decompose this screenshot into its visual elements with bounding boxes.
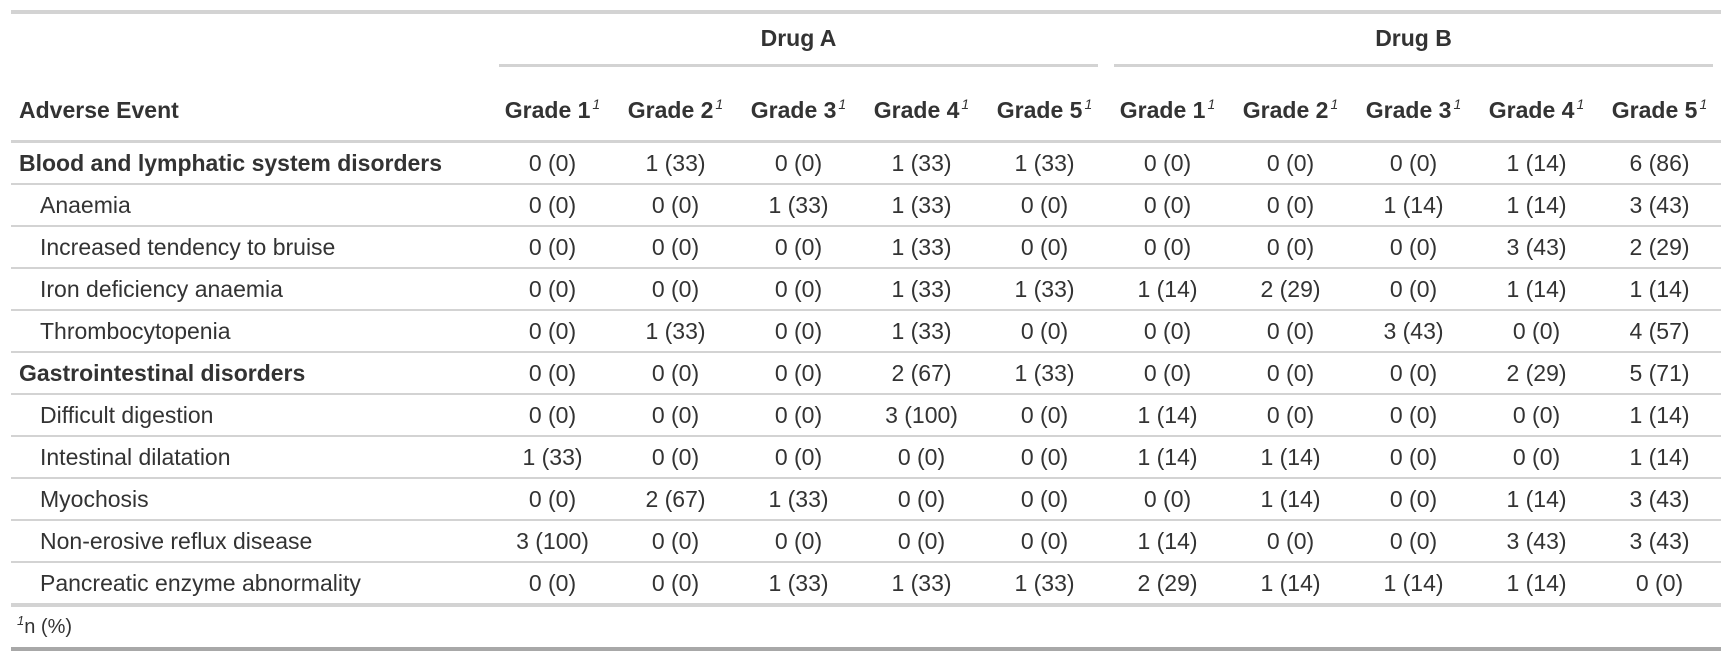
value-cell: 0 (0) — [737, 394, 860, 436]
value-cell: 0 (0) — [1475, 310, 1598, 352]
value-cell: 1 (14) — [1106, 268, 1229, 310]
table-row — [11, 394, 1721, 436]
value-cell: 0 (0) — [491, 184, 614, 226]
column-header-label: Grade 2 — [627, 96, 714, 123]
value-cell: 2 (29) — [1598, 226, 1721, 268]
value-cell: 0 (0) — [1352, 520, 1475, 562]
row-label: Iron deficiency anaemia — [11, 268, 491, 310]
value-cell: 1 (33) — [983, 352, 1106, 394]
value-cell: 1 (33) — [737, 478, 860, 520]
value-cell: 0 (0) — [1229, 394, 1352, 436]
spanner-drug-a-label: Drug A — [499, 25, 1098, 67]
value-cell: 0 (0) — [614, 394, 737, 436]
value-cell: 0 (0) — [614, 520, 737, 562]
value-cell: 0 (0) — [614, 352, 737, 394]
value-cell: 0 (0) — [737, 310, 860, 352]
row-label: Myochosis — [11, 478, 491, 520]
value-cell: 0 (0) — [614, 226, 737, 268]
value-cell: 0 (0) — [1106, 310, 1229, 352]
value-cell: 1 (14) — [1352, 184, 1475, 226]
value-cell: 0 (0) — [491, 394, 614, 436]
row-label: Non-erosive reflux disease — [11, 520, 491, 562]
footnote-ref-mark: 1 — [592, 95, 601, 112]
row-label: Difficult digestion — [11, 394, 491, 436]
value-cell: 1 (14) — [1475, 268, 1598, 310]
value-cell: 1 (33) — [860, 310, 983, 352]
column-header-label: Grade 4 — [873, 96, 960, 123]
value-cell: 6 (86) — [1629, 149, 1690, 176]
value-cell: 0 (0) — [1352, 478, 1475, 520]
value-cell: 1 (33) — [737, 562, 860, 605]
value-cell: 0 (0) — [1475, 394, 1598, 436]
footnote-cell — [11, 605, 1721, 649]
value-cell: 1 (14) — [1352, 562, 1475, 605]
column-header-drug-b-grade-4 — [1475, 74, 1598, 142]
value-cell: 0 (0) — [1229, 352, 1352, 394]
table-body — [11, 142, 1721, 606]
value-cell: 1 (14) — [1229, 478, 1352, 520]
value-cell: 0 (0) — [737, 352, 860, 394]
column-header-label: Grade 4 — [1488, 96, 1575, 123]
value-cell: 3 (43) — [1598, 478, 1721, 520]
value-cell: 0 (0) — [983, 520, 1106, 562]
value-cell: 0 (0) — [860, 520, 983, 562]
value-cell: 5 (71) — [1598, 352, 1721, 394]
value-cell: 1 (33) — [491, 436, 614, 478]
value-cell: 0 (0) — [1106, 184, 1229, 226]
value-cell: 1 (14) — [1475, 562, 1598, 605]
value-cell: 0 (0) — [1266, 149, 1315, 176]
value-cell: 2 (29) — [1229, 268, 1352, 310]
group-label: Blood and lymphatic system disorders — [19, 149, 443, 176]
value-cell: 1 (33) — [860, 268, 983, 310]
value-cell: 3 (43) — [1475, 520, 1598, 562]
table-row — [11, 478, 1721, 520]
row-label: Pancreatic enzyme abnormality — [11, 562, 491, 605]
adverse-event-table — [11, 10, 1721, 651]
value-cell: 2 (29) — [1106, 562, 1229, 605]
footnote-mark: 1 — [17, 612, 25, 628]
row-label: Intestinal dilatation — [11, 436, 491, 478]
footnote-ref-mark: 1 — [715, 95, 724, 112]
row-label: Increased tendency to bruise — [11, 226, 491, 268]
value-cell: 0 (0) — [774, 149, 823, 176]
column-header-drug-a-grade-5 — [983, 74, 1106, 142]
value-cell: 3 (100) — [491, 520, 614, 562]
spanner-header-row — [11, 12, 1721, 74]
value-cell: 1 (14) — [1598, 436, 1721, 478]
row-label: Anaemia — [11, 184, 491, 226]
value-cell: 1 (33) — [983, 268, 1106, 310]
spanner-drug-b-label: Drug B — [1114, 25, 1713, 67]
value-cell: 0 (0) — [614, 184, 737, 226]
value-cell: 1 (33) — [737, 184, 860, 226]
column-header-drug-a-grade-4 — [860, 74, 983, 142]
footnote-ref-mark: 1 — [1207, 95, 1216, 112]
value-cell: 0 (0) — [1229, 184, 1352, 226]
spanner-empty-cell — [11, 12, 491, 74]
footnote-text: n (%) — [24, 615, 73, 638]
value-cell: 0 (0) — [1598, 562, 1721, 605]
column-header-label: Grade 3 — [1365, 96, 1452, 123]
value-cell: 2 (29) — [1475, 352, 1598, 394]
group-row — [11, 142, 1721, 185]
value-cell: 0 (0) — [491, 478, 614, 520]
footnote-ref-mark: 1 — [1330, 95, 1339, 112]
value-cell: 0 (0) — [860, 436, 983, 478]
value-cell: 1 (14) — [1598, 268, 1721, 310]
value-cell: 0 (0) — [1352, 268, 1475, 310]
value-cell: 1 (14) — [1106, 394, 1229, 436]
value-cell: 0 (0) — [1352, 394, 1475, 436]
value-cell: 1 (33) — [983, 562, 1106, 605]
value-cell: 0 (0) — [1106, 226, 1229, 268]
value-cell: 0 (0) — [1475, 436, 1598, 478]
value-cell: 0 (0) — [737, 268, 860, 310]
spanner-drug-a — [491, 12, 1106, 74]
value-cell: 0 (0) — [1106, 478, 1229, 520]
value-cell: 3 (43) — [1352, 310, 1475, 352]
value-cell: 3 (43) — [1475, 226, 1598, 268]
column-header-label: Grade 1 — [504, 96, 591, 123]
table-row — [11, 562, 1721, 605]
value-cell: 0 (0) — [1352, 436, 1475, 478]
value-cell: 0 (0) — [983, 226, 1106, 268]
footnote-ref-mark: 1 — [1576, 95, 1585, 112]
value-cell: 0 (0) — [737, 436, 860, 478]
column-header-drug-a-grade-1 — [491, 74, 614, 142]
value-cell: 1 (14) — [1506, 149, 1567, 176]
value-cell: 0 (0) — [983, 436, 1106, 478]
column-header-drug-a-grade-3 — [737, 74, 860, 142]
footnote-row — [11, 605, 1721, 649]
value-cell: 0 (0) — [983, 478, 1106, 520]
value-cell: 1 (14) — [1475, 478, 1598, 520]
value-cell: 0 (0) — [983, 394, 1106, 436]
value-cell: 0 (0) — [491, 562, 614, 605]
value-cell: 1 (14) — [1598, 394, 1721, 436]
value-cell: 3 (43) — [1598, 520, 1721, 562]
value-cell: 2 (67) — [860, 352, 983, 394]
value-cell: 1 (33) — [614, 310, 737, 352]
column-header-row — [11, 74, 1721, 142]
value-cell: 1 (14) — [1229, 436, 1352, 478]
value-cell: 0 (0) — [737, 226, 860, 268]
value-cell: 0 (0) — [491, 352, 614, 394]
value-cell: 0 (0) — [1229, 520, 1352, 562]
value-cell: 0 (0) — [983, 310, 1106, 352]
value-cell: 3 (43) — [1598, 184, 1721, 226]
column-header-drug-b-grade-2 — [1229, 74, 1352, 142]
table-row — [11, 268, 1721, 310]
value-cell: 0 (0) — [1143, 149, 1192, 176]
value-cell: 4 (57) — [1598, 310, 1721, 352]
value-cell: 0 (0) — [1106, 352, 1229, 394]
value-cell: 0 (0) — [528, 149, 577, 176]
value-cell: 0 (0) — [737, 520, 860, 562]
value-cell: 1 (14) — [1229, 562, 1352, 605]
value-cell: 1 (14) — [1106, 436, 1229, 478]
table-row — [11, 520, 1721, 562]
adverse-event-table-container — [11, 10, 1721, 651]
table-row — [11, 436, 1721, 478]
column-header-drug-b-grade-5 — [1598, 74, 1721, 142]
column-header-label: Grade 5 — [1611, 96, 1698, 123]
column-header-drug-b-grade-3 — [1352, 74, 1475, 142]
column-header-label: Grade 3 — [750, 96, 837, 123]
value-cell: 0 (0) — [983, 184, 1106, 226]
value-cell: 0 (0) — [860, 478, 983, 520]
footnote-ref-mark: 1 — [1084, 95, 1093, 112]
value-cell: 3 (100) — [860, 394, 983, 436]
column-header-label: Grade 2 — [1242, 96, 1329, 123]
table-row — [11, 310, 1721, 352]
value-cell: 1 (14) — [1475, 184, 1598, 226]
value-cell: 1 (33) — [1014, 149, 1075, 176]
value-cell: 0 (0) — [491, 226, 614, 268]
group-row — [11, 352, 1721, 394]
column-header-drug-b-grade-1 — [1106, 74, 1229, 142]
column-header-label: Grade 5 — [996, 96, 1083, 123]
value-cell: 1 (33) — [860, 184, 983, 226]
value-cell: 2 (67) — [614, 478, 737, 520]
column-header-label: Grade 1 — [1119, 96, 1206, 123]
value-cell: 0 (0) — [1389, 149, 1438, 176]
value-cell: 0 (0) — [1229, 226, 1352, 268]
value-cell: 0 (0) — [1229, 310, 1352, 352]
value-cell: 0 (0) — [614, 562, 737, 605]
value-cell: 0 (0) — [1352, 352, 1475, 394]
table-row — [11, 226, 1721, 268]
footnote-ref-mark: 1 — [1699, 95, 1708, 112]
group-label: Gastrointestinal disorders — [11, 352, 491, 394]
spanner-drug-b — [1106, 12, 1721, 74]
value-cell: 1 (14) — [1106, 520, 1229, 562]
table-row — [11, 184, 1721, 226]
value-cell: 0 (0) — [614, 268, 737, 310]
value-cell: 1 (33) — [860, 562, 983, 605]
footnote-ref-mark: 1 — [1453, 95, 1462, 112]
value-cell: 0 (0) — [491, 268, 614, 310]
value-cell: 1 (33) — [860, 226, 983, 268]
value-cell: 1 (33) — [891, 149, 952, 176]
value-cell: 0 (0) — [614, 436, 737, 478]
stub-header: Adverse Event — [11, 74, 491, 142]
footnote-ref-mark: 1 — [838, 95, 847, 112]
column-header-drug-a-grade-2 — [614, 74, 737, 142]
value-cell: 1 (33) — [645, 149, 706, 176]
row-label: Thrombocytopenia — [11, 310, 491, 352]
footnote-ref-mark: 1 — [961, 95, 970, 112]
value-cell: 0 (0) — [491, 310, 614, 352]
value-cell: 0 (0) — [1352, 226, 1475, 268]
